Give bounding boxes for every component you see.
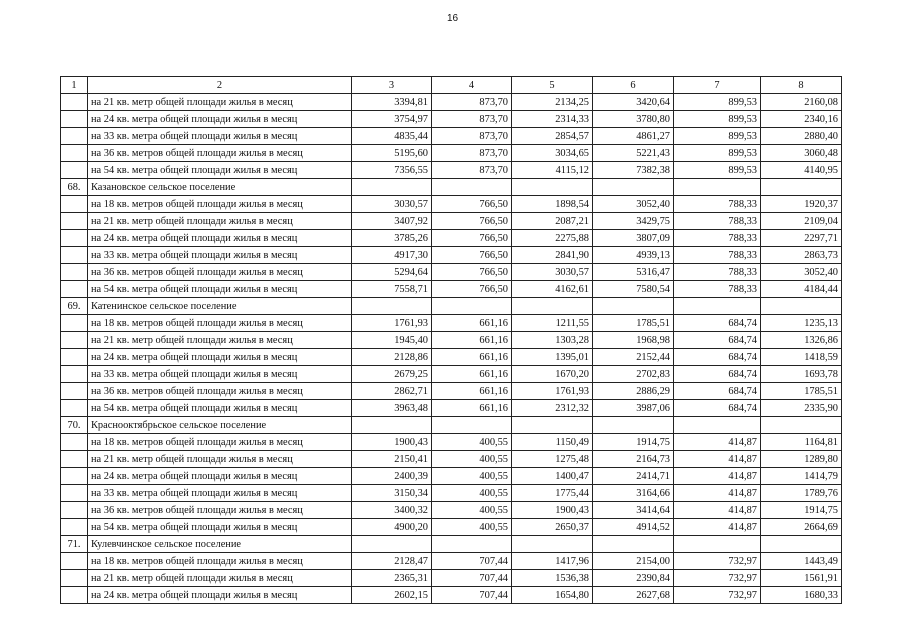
value-cell: 1761,93 xyxy=(512,383,593,400)
row-number-cell xyxy=(61,230,88,247)
value-cell: 1164,81 xyxy=(761,434,842,451)
value-cell: 7558,71 xyxy=(352,281,432,298)
section-number: 71. xyxy=(61,536,88,553)
empty-cell xyxy=(761,179,842,196)
value-cell: 4861,27 xyxy=(593,128,674,145)
value-cell: 7382,38 xyxy=(593,162,674,179)
empty-cell xyxy=(761,417,842,434)
value-cell: 684,74 xyxy=(674,349,761,366)
value-cell: 684,74 xyxy=(674,383,761,400)
value-cell: 400,55 xyxy=(432,468,512,485)
tariff-table xyxy=(60,76,842,604)
value-cell: 1914,75 xyxy=(761,502,842,519)
empty-cell xyxy=(593,536,674,553)
value-cell: 2880,40 xyxy=(761,128,842,145)
empty-cell xyxy=(512,417,593,434)
row-number-cell xyxy=(61,213,88,230)
value-cell: 3807,09 xyxy=(593,230,674,247)
value-cell: 3052,40 xyxy=(593,196,674,213)
value-cell: 414,87 xyxy=(674,468,761,485)
value-cell: 1898,54 xyxy=(512,196,593,213)
empty-cell xyxy=(674,536,761,553)
row-number-cell xyxy=(61,383,88,400)
value-cell: 1275,48 xyxy=(512,451,593,468)
value-cell: 661,16 xyxy=(432,315,512,332)
row-number-cell xyxy=(61,94,88,111)
row-label: на 21 кв. метр общей площади жилья в месяц xyxy=(88,213,352,230)
value-cell: 1680,33 xyxy=(761,587,842,604)
row-number-cell xyxy=(61,553,88,570)
table-row xyxy=(61,230,842,247)
row-number-cell xyxy=(61,332,88,349)
value-cell: 2335,90 xyxy=(761,400,842,417)
value-cell: 1235,13 xyxy=(761,315,842,332)
value-cell: 1211,55 xyxy=(512,315,593,332)
value-cell: 2275,88 xyxy=(512,230,593,247)
table-row xyxy=(61,519,842,536)
empty-cell xyxy=(512,536,593,553)
row-number-cell xyxy=(61,145,88,162)
value-cell: 2164,73 xyxy=(593,451,674,468)
table-row xyxy=(61,485,842,502)
row-number-cell xyxy=(61,519,88,536)
value-cell: 7356,55 xyxy=(352,162,432,179)
value-cell: 1914,75 xyxy=(593,434,674,451)
table-row xyxy=(61,162,842,179)
row-label: на 18 кв. метров общей площади жилья в месяц xyxy=(88,196,352,213)
value-cell: 4184,44 xyxy=(761,281,842,298)
row-label: на 21 кв. метр общей площади жилья в месяц xyxy=(88,94,352,111)
value-cell: 5294,64 xyxy=(352,264,432,281)
value-cell: 414,87 xyxy=(674,502,761,519)
value-cell: 3987,06 xyxy=(593,400,674,417)
value-cell: 899,53 xyxy=(674,145,761,162)
row-label: на 21 кв. метр общей площади жилья в месяц xyxy=(88,332,352,349)
row-number-cell xyxy=(61,315,88,332)
row-label: на 33 кв. метра общей площади жилья в месяц xyxy=(88,247,352,264)
row-number-cell xyxy=(61,570,88,587)
value-cell: 3429,75 xyxy=(593,213,674,230)
value-cell: 1150,49 xyxy=(512,434,593,451)
section-row xyxy=(61,179,842,196)
row-label: на 18 кв. метров общей площади жилья в месяц xyxy=(88,315,352,332)
value-cell: 899,53 xyxy=(674,128,761,145)
value-cell: 2627,68 xyxy=(593,587,674,604)
value-cell: 4917,30 xyxy=(352,247,432,264)
table-row xyxy=(61,366,842,383)
section-title: Катенинское сельское поселение xyxy=(88,298,352,315)
value-cell: 5195,60 xyxy=(352,145,432,162)
value-cell: 2863,73 xyxy=(761,247,842,264)
value-cell: 661,16 xyxy=(432,332,512,349)
value-cell: 400,55 xyxy=(432,451,512,468)
empty-cell xyxy=(674,298,761,315)
value-cell: 1785,51 xyxy=(761,383,842,400)
value-cell: 661,16 xyxy=(432,366,512,383)
row-number-cell xyxy=(61,451,88,468)
value-cell: 1561,91 xyxy=(761,570,842,587)
value-cell: 2854,57 xyxy=(512,128,593,145)
row-label: на 36 кв. метров общей площади жилья в месяц xyxy=(88,264,352,281)
table-row xyxy=(61,213,842,230)
empty-cell xyxy=(512,298,593,315)
value-cell: 1654,80 xyxy=(512,587,593,604)
value-cell: 3164,66 xyxy=(593,485,674,502)
value-cell: 788,33 xyxy=(674,230,761,247)
table-row xyxy=(61,332,842,349)
value-cell: 684,74 xyxy=(674,366,761,383)
empty-cell xyxy=(352,536,432,553)
value-cell: 414,87 xyxy=(674,434,761,451)
value-cell: 788,33 xyxy=(674,264,761,281)
section-row xyxy=(61,536,842,553)
value-cell: 1443,49 xyxy=(761,553,842,570)
value-cell: 707,44 xyxy=(432,587,512,604)
row-label: на 24 кв. метра общей площади жилья в месяц xyxy=(88,349,352,366)
value-cell: 1400,47 xyxy=(512,468,593,485)
page-number: 16 xyxy=(446,13,459,24)
value-cell: 1395,01 xyxy=(512,349,593,366)
value-cell: 5221,43 xyxy=(593,145,674,162)
value-cell: 766,50 xyxy=(432,213,512,230)
value-cell: 4900,20 xyxy=(352,519,432,536)
value-cell: 766,50 xyxy=(432,247,512,264)
value-cell: 3420,64 xyxy=(593,94,674,111)
value-cell: 1693,78 xyxy=(761,366,842,383)
value-cell: 400,55 xyxy=(432,485,512,502)
row-label: на 18 кв. метров общей площади жилья в месяц xyxy=(88,553,352,570)
value-cell: 3150,34 xyxy=(352,485,432,502)
row-label: на 33 кв. метра общей площади жилья в месяц xyxy=(88,485,352,502)
value-cell: 1900,43 xyxy=(512,502,593,519)
row-number-cell xyxy=(61,587,88,604)
value-cell: 4914,52 xyxy=(593,519,674,536)
empty-cell xyxy=(352,179,432,196)
column-number: 5 xyxy=(512,77,593,94)
value-cell: 1920,37 xyxy=(761,196,842,213)
value-cell: 400,55 xyxy=(432,519,512,536)
row-number-cell xyxy=(61,400,88,417)
value-cell: 5316,47 xyxy=(593,264,674,281)
value-cell: 1326,86 xyxy=(761,332,842,349)
value-cell: 732,97 xyxy=(674,553,761,570)
value-cell: 2414,71 xyxy=(593,468,674,485)
section-number: 70. xyxy=(61,417,88,434)
row-label: на 21 кв. метр общей площади жилья в месяц xyxy=(88,570,352,587)
empty-cell xyxy=(432,179,512,196)
value-cell: 3060,48 xyxy=(761,145,842,162)
value-cell: 788,33 xyxy=(674,247,761,264)
table-row xyxy=(61,128,842,145)
value-cell: 400,55 xyxy=(432,434,512,451)
row-number-cell xyxy=(61,264,88,281)
value-cell: 4835,44 xyxy=(352,128,432,145)
value-cell: 2390,84 xyxy=(593,570,674,587)
column-number: 1 xyxy=(61,77,88,94)
table-row xyxy=(61,451,842,468)
value-cell: 873,70 xyxy=(432,145,512,162)
empty-cell xyxy=(674,417,761,434)
section-row xyxy=(61,298,842,315)
value-cell: 707,44 xyxy=(432,570,512,587)
value-cell: 684,74 xyxy=(674,332,761,349)
row-label: на 24 кв. метра общей площади жилья в месяц xyxy=(88,230,352,247)
value-cell: 414,87 xyxy=(674,451,761,468)
value-cell: 3785,26 xyxy=(352,230,432,247)
value-cell: 788,33 xyxy=(674,213,761,230)
value-cell: 2886,29 xyxy=(593,383,674,400)
row-number-cell xyxy=(61,502,88,519)
value-cell: 899,53 xyxy=(674,111,761,128)
value-cell: 1900,43 xyxy=(352,434,432,451)
value-cell: 414,87 xyxy=(674,519,761,536)
value-cell: 899,53 xyxy=(674,162,761,179)
column-number: 6 xyxy=(593,77,674,94)
row-label: на 36 кв. метров общей площади жилья в месяц xyxy=(88,502,352,519)
row-label: на 54 кв. метра общей площади жилья в месяц xyxy=(88,400,352,417)
row-label: на 54 кв. метра общей площади жилья в месяц xyxy=(88,162,352,179)
value-cell: 4115,12 xyxy=(512,162,593,179)
value-cell: 732,97 xyxy=(674,587,761,604)
column-number: 3 xyxy=(352,77,432,94)
value-cell: 3030,57 xyxy=(512,264,593,281)
row-label: на 21 кв. метр общей площади жилья в месяц xyxy=(88,451,352,468)
table-row xyxy=(61,264,842,281)
value-cell: 766,50 xyxy=(432,230,512,247)
value-cell: 1761,93 xyxy=(352,315,432,332)
value-cell: 2679,25 xyxy=(352,366,432,383)
value-cell: 2862,71 xyxy=(352,383,432,400)
value-cell: 7580,54 xyxy=(593,281,674,298)
value-cell: 3400,32 xyxy=(352,502,432,519)
row-label: на 18 кв. метров общей площади жилья в месяц xyxy=(88,434,352,451)
table-row xyxy=(61,587,842,604)
value-cell: 2650,37 xyxy=(512,519,593,536)
row-label: на 36 кв. метров общей площади жилья в месяц xyxy=(88,145,352,162)
row-label: на 33 кв. метра общей площади жилья в месяц xyxy=(88,128,352,145)
value-cell: 766,50 xyxy=(432,196,512,213)
table-row xyxy=(61,383,842,400)
value-cell: 2297,71 xyxy=(761,230,842,247)
value-cell: 1417,96 xyxy=(512,553,593,570)
row-number-cell xyxy=(61,434,88,451)
table-row xyxy=(61,111,842,128)
table-row xyxy=(61,281,842,298)
empty-cell xyxy=(593,179,674,196)
value-cell: 2664,69 xyxy=(761,519,842,536)
value-cell: 1785,51 xyxy=(593,315,674,332)
row-label: на 33 кв. метра общей площади жилья в месяц xyxy=(88,366,352,383)
value-cell: 873,70 xyxy=(432,128,512,145)
value-cell: 899,53 xyxy=(674,94,761,111)
value-cell: 2160,08 xyxy=(761,94,842,111)
table-row xyxy=(61,145,842,162)
value-cell: 2314,33 xyxy=(512,111,593,128)
value-cell: 1945,40 xyxy=(352,332,432,349)
value-cell: 1289,80 xyxy=(761,451,842,468)
table-row xyxy=(61,315,842,332)
value-cell: 732,97 xyxy=(674,570,761,587)
empty-cell xyxy=(593,298,674,315)
row-number-cell xyxy=(61,366,88,383)
empty-cell xyxy=(593,417,674,434)
value-cell: 2128,86 xyxy=(352,349,432,366)
section-number: 68. xyxy=(61,179,88,196)
table-row xyxy=(61,553,842,570)
value-cell: 873,70 xyxy=(432,94,512,111)
section-row xyxy=(61,417,842,434)
value-cell: 4140,95 xyxy=(761,162,842,179)
value-cell: 3052,40 xyxy=(761,264,842,281)
value-cell: 2400,39 xyxy=(352,468,432,485)
column-number: 4 xyxy=(432,77,512,94)
value-cell: 2128,47 xyxy=(352,553,432,570)
empty-cell xyxy=(761,298,842,315)
table-row xyxy=(61,349,842,366)
row-number-cell xyxy=(61,468,88,485)
row-number-cell xyxy=(61,281,88,298)
value-cell: 684,74 xyxy=(674,400,761,417)
row-number-cell xyxy=(61,162,88,179)
value-cell: 1775,44 xyxy=(512,485,593,502)
column-number-row xyxy=(61,77,842,94)
value-cell: 707,44 xyxy=(432,553,512,570)
section-title: Казановское сельское поселение xyxy=(88,179,352,196)
value-cell: 2152,44 xyxy=(593,349,674,366)
value-cell: 2340,16 xyxy=(761,111,842,128)
value-cell: 1968,98 xyxy=(593,332,674,349)
value-cell: 1414,79 xyxy=(761,468,842,485)
empty-cell xyxy=(432,417,512,434)
row-number-cell xyxy=(61,349,88,366)
value-cell: 788,33 xyxy=(674,281,761,298)
empty-cell xyxy=(761,536,842,553)
row-label: на 24 кв. метра общей площади жилья в месяц xyxy=(88,468,352,485)
empty-cell xyxy=(352,298,432,315)
value-cell: 1536,38 xyxy=(512,570,593,587)
table-row xyxy=(61,434,842,451)
value-cell: 400,55 xyxy=(432,502,512,519)
value-cell: 3034,65 xyxy=(512,145,593,162)
table-row xyxy=(61,94,842,111)
row-number-cell xyxy=(61,196,88,213)
value-cell: 3414,64 xyxy=(593,502,674,519)
column-number: 8 xyxy=(761,77,842,94)
row-number-cell xyxy=(61,128,88,145)
value-cell: 766,50 xyxy=(432,281,512,298)
empty-cell xyxy=(432,536,512,553)
value-cell: 3407,92 xyxy=(352,213,432,230)
row-label: на 24 кв. метра общей площади жилья в месяц xyxy=(88,587,352,604)
value-cell: 1789,76 xyxy=(761,485,842,502)
section-title: Краснооктябрьское сельское поселение xyxy=(88,417,352,434)
empty-cell xyxy=(432,298,512,315)
value-cell: 4162,61 xyxy=(512,281,593,298)
row-label: на 54 кв. метра общей площади жилья в месяц xyxy=(88,281,352,298)
row-number-cell xyxy=(61,111,88,128)
value-cell: 2134,25 xyxy=(512,94,593,111)
value-cell: 3754,97 xyxy=(352,111,432,128)
table-row xyxy=(61,502,842,519)
table-row xyxy=(61,400,842,417)
value-cell: 3963,48 xyxy=(352,400,432,417)
value-cell: 414,87 xyxy=(674,485,761,502)
empty-cell xyxy=(512,179,593,196)
value-cell: 661,16 xyxy=(432,349,512,366)
value-cell: 2702,83 xyxy=(593,366,674,383)
value-cell: 2312,32 xyxy=(512,400,593,417)
value-cell: 1303,28 xyxy=(512,332,593,349)
row-label: на 54 кв. метра общей площади жилья в месяц xyxy=(88,519,352,536)
column-number: 7 xyxy=(674,77,761,94)
value-cell: 661,16 xyxy=(432,400,512,417)
table-row xyxy=(61,247,842,264)
value-cell: 661,16 xyxy=(432,383,512,400)
value-cell: 4939,13 xyxy=(593,247,674,264)
value-cell: 3780,80 xyxy=(593,111,674,128)
value-cell: 1670,20 xyxy=(512,366,593,383)
table-row xyxy=(61,468,842,485)
section-number: 69. xyxy=(61,298,88,315)
value-cell: 873,70 xyxy=(432,111,512,128)
row-label: на 24 кв. метра общей площади жилья в месяц xyxy=(88,111,352,128)
table-row xyxy=(61,196,842,213)
value-cell: 2602,15 xyxy=(352,587,432,604)
section-title: Кулевчинское сельское поселение xyxy=(88,536,352,553)
empty-cell xyxy=(674,179,761,196)
value-cell: 2154,00 xyxy=(593,553,674,570)
value-cell: 3030,57 xyxy=(352,196,432,213)
value-cell: 2087,21 xyxy=(512,213,593,230)
value-cell: 1418,59 xyxy=(761,349,842,366)
value-cell: 684,74 xyxy=(674,315,761,332)
row-number-cell xyxy=(61,247,88,264)
column-number: 2 xyxy=(88,77,352,94)
value-cell: 873,70 xyxy=(432,162,512,179)
value-cell: 766,50 xyxy=(432,264,512,281)
value-cell: 3394,81 xyxy=(352,94,432,111)
row-label: на 36 кв. метров общей площади жилья в месяц xyxy=(88,383,352,400)
value-cell: 788,33 xyxy=(674,196,761,213)
empty-cell xyxy=(352,417,432,434)
value-cell: 2109,04 xyxy=(761,213,842,230)
table-row xyxy=(61,570,842,587)
value-cell: 2150,41 xyxy=(352,451,432,468)
value-cell: 2841,90 xyxy=(512,247,593,264)
value-cell: 2365,31 xyxy=(352,570,432,587)
row-number-cell xyxy=(61,485,88,502)
